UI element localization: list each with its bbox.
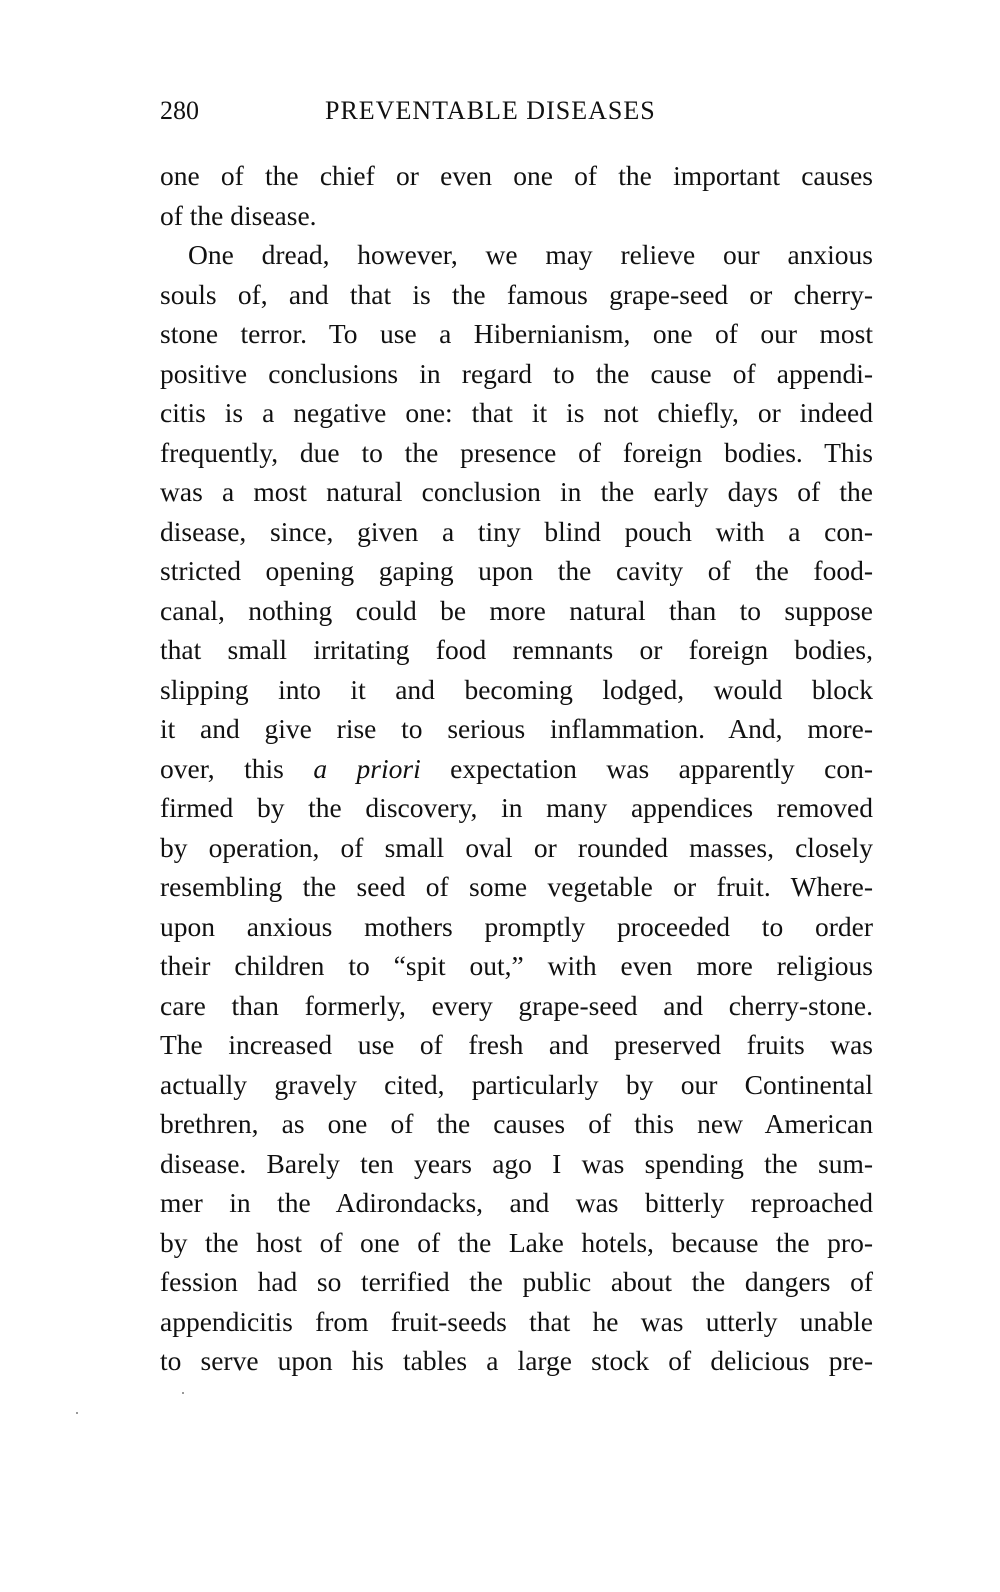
text-line <box>160 314 873 354</box>
text-segment: One dread, however, we may relieve our anxious <box>188 239 873 270</box>
text-segment: slipping into it and becoming lodged, would block <box>160 673 873 705</box>
text-line <box>160 670 873 710</box>
text-line <box>160 354 873 394</box>
scan-speck <box>76 1412 78 1414</box>
page-header <box>160 96 873 136</box>
text-line <box>160 1223 873 1263</box>
text-segment: stricted opening gaping upon the cavity of the food- <box>160 555 873 586</box>
text-segment: one of the chief or even one of the important causes <box>160 160 873 191</box>
text-line <box>160 907 873 947</box>
text-segment: expectation was apparently con- <box>420 752 874 784</box>
text-segment: upon anxious mothers promptly proceeded to order <box>160 910 873 942</box>
text-segment: mer in the Adirondacks, and was bitterly reproached <box>160 1187 873 1218</box>
text-line <box>160 433 873 473</box>
text-segment: that small irritating food remnants or foreign bodies, <box>160 634 873 665</box>
text-line <box>160 591 873 631</box>
text-line <box>160 1183 873 1223</box>
text-segment: resembling the seed of some vegetable or fruit. Where- <box>160 871 873 902</box>
text-segment: souls of, and that is the famous grape-seed or cherry- <box>160 278 873 310</box>
running-title: PREVENTABLE DISEASES <box>325 96 656 125</box>
text-line <box>160 1104 873 1144</box>
text-line <box>160 946 873 986</box>
text-line <box>160 828 873 868</box>
body-text <box>160 156 873 1381</box>
text-segment: citis is a negative one: that it is not chiefly, or indeed <box>160 397 873 428</box>
text-line <box>160 1065 873 1105</box>
text-segment: appendicitis from fruit-seeds that he was utterly unable <box>160 1305 873 1337</box>
text-segment: firmed by the discovery, in many appendices removed <box>160 792 873 823</box>
text-segment: frequently, due to the presence of foreign bodies. This <box>160 436 873 468</box>
text-segment: actually gravely cited, particularly by our Continental <box>160 1068 873 1100</box>
text-segment: to serve upon his tables a large stock of delicious pre- <box>160 1345 873 1376</box>
text-line <box>160 393 873 433</box>
text-segment: it and give rise to serious inflammation. And, more- <box>160 713 873 744</box>
text-line <box>160 472 873 512</box>
text-segment: disease. Barely ten years ago I was spending the sum- <box>160 1147 873 1179</box>
text-line <box>160 1302 873 1342</box>
text-line <box>160 1262 873 1302</box>
text-segment: over, this <box>160 752 314 784</box>
text-segment: their children to “spit out,” with even more religious <box>160 950 873 981</box>
text-segment: by operation, of small oval or rounded masses, closely <box>160 831 873 863</box>
text-line <box>160 551 873 591</box>
text-segment: brethren, as one of the causes of this new American <box>160 1108 873 1139</box>
text-line <box>160 156 873 196</box>
text-segment: fession had so terrified the public about the dangers of <box>160 1266 873 1297</box>
text-segment: stone terror. To use a Hibernianism, one of our most <box>160 318 873 349</box>
text-segment: of the disease. <box>160 199 317 231</box>
text-line <box>160 749 873 789</box>
text-segment: care than formerly, every grape-seed and cherry-stone. <box>160 989 873 1021</box>
text-line <box>160 235 873 275</box>
text-segment: by the host of one of the Lake hotels, because the pro- <box>160 1226 873 1258</box>
text-line <box>160 986 873 1026</box>
text-segment: The increased use of fresh and preserved fruits was <box>160 1029 873 1060</box>
text-segment: canal, nothing could be more natural than to suppose <box>160 594 873 626</box>
text-segment: disease, since, given a tiny blind pouch with a con- <box>160 515 873 547</box>
italic-text: a priori <box>313 752 421 784</box>
text-line <box>160 788 873 828</box>
scan-speck <box>182 1392 184 1394</box>
page-number: 280 <box>160 96 199 125</box>
text-line <box>160 196 873 236</box>
text-line <box>160 1341 873 1381</box>
text-line <box>160 867 873 907</box>
text-line <box>160 709 873 749</box>
text-line <box>160 1144 873 1184</box>
text-segment: was a most natural conclusion in the early days of the <box>160 476 873 507</box>
text-line <box>160 512 873 552</box>
text-line <box>160 275 873 315</box>
text-segment: positive conclusions in regard to the cause of appendi- <box>160 357 873 389</box>
text-line <box>160 1025 873 1065</box>
text-line <box>160 630 873 670</box>
